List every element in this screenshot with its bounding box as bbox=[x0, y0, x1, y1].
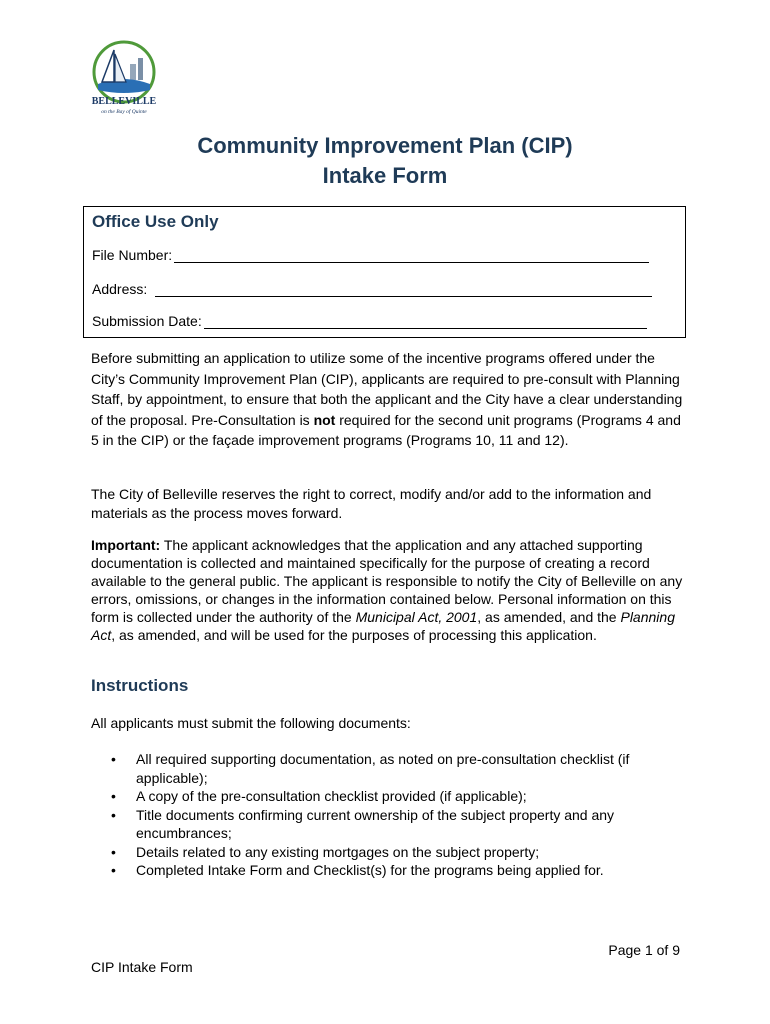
important-paragraph bbox=[91, 536, 691, 644]
planning-act: Planning Act bbox=[91, 609, 675, 643]
page-number: Page 1 of 9 bbox=[608, 942, 680, 958]
office-use-box bbox=[83, 206, 686, 338]
municipal-act: Municipal Act, 2001 bbox=[355, 609, 478, 625]
list-item bbox=[111, 750, 681, 787]
list-item-text: All required supporting documentation, as noted on pre-consultation checklist (if applicable); bbox=[136, 751, 630, 786]
file-number-row bbox=[92, 247, 649, 263]
important-text-2: , as amended, and the bbox=[477, 609, 621, 625]
page-subtitle: Intake Form bbox=[322, 163, 448, 188]
list-item bbox=[111, 787, 681, 806]
submission-date-label: Submission Date: bbox=[92, 313, 202, 329]
address-label: Address: bbox=[92, 281, 148, 297]
file-number-field[interactable] bbox=[174, 248, 649, 263]
address-row bbox=[92, 281, 652, 297]
intro-bold: not bbox=[313, 411, 336, 428]
bullet-icon: • bbox=[111, 862, 116, 878]
bullet-icon: • bbox=[111, 751, 116, 767]
office-use-heading: Office Use Only bbox=[92, 212, 219, 231]
logo-tower bbox=[138, 58, 143, 80]
intro-text-2: required for the second unit programs (Programs 4 and 5 in the CIP) or the façade improvement programs (Programs 10, 11 and 12). bbox=[91, 411, 681, 448]
belleville-logo bbox=[84, 40, 164, 120]
list-item-text: Title documents confirming current ownership of the subject property and any encumbrances; bbox=[136, 806, 615, 841]
important-text-1: The applicant acknowledges that the application and any attached supporting documentation is collected and maintained specifically for the purpose of creating a record available to the general public. The applicant is responsible to notify the City of Belleville on any errors, omissions, or changes in the information contained below. Personal information on this form is collected under the authority of the bbox=[91, 537, 683, 625]
list-item-text: Details related to any existing mortgages on the subject property; bbox=[136, 843, 540, 860]
address-field[interactable] bbox=[155, 282, 652, 297]
instructions-intro: All applicants must submit the following documents: bbox=[91, 715, 411, 731]
list-item bbox=[111, 843, 681, 862]
important-text-3: , as amended, and will be used for the purposes of processing this application. bbox=[111, 627, 597, 643]
list-item-text: A copy of the pre-consultation checklist provided (if applicable); bbox=[136, 788, 527, 804]
reserve-paragraph: The City of Belleville reserves the right to correct, modify and/or add to the information and materials as the process moves forward. bbox=[91, 486, 652, 521]
logo-wordmark: BELLEVILLE bbox=[91, 96, 157, 107]
bullet-icon: • bbox=[111, 806, 116, 823]
page-title: Community Improvement Plan (CIP) bbox=[197, 133, 573, 158]
logo-tagline: on the Bay of Quinte bbox=[101, 109, 147, 115]
submission-date-field[interactable] bbox=[204, 314, 647, 329]
intro-text-1: Before submitting an application to utilize some of the incentive programs offered under the City’s Community Improvement Plan (CIP), applicants are required to pre-consult with Planning Staff, by appointment, to ensure that both the applicant and the City have a clear understanding of the proposal. Pre-Consultation is bbox=[91, 350, 683, 428]
instructions-heading: Instructions bbox=[91, 676, 189, 695]
intro-paragraph bbox=[91, 348, 691, 451]
logo-building bbox=[130, 64, 136, 80]
list-item bbox=[111, 861, 681, 880]
required-documents-list bbox=[111, 750, 681, 880]
bullet-icon: • bbox=[111, 788, 116, 804]
file-number-label: File Number: bbox=[92, 247, 173, 263]
important-label: Important: bbox=[91, 537, 161, 553]
list-item-text: Completed Intake Form and Checklist(s) for the programs being applied for. bbox=[136, 862, 604, 878]
submission-date-row bbox=[92, 313, 647, 329]
list-item bbox=[111, 806, 681, 843]
bullet-icon: • bbox=[111, 843, 116, 860]
footer-doc-name: CIP Intake Form bbox=[91, 959, 193, 975]
